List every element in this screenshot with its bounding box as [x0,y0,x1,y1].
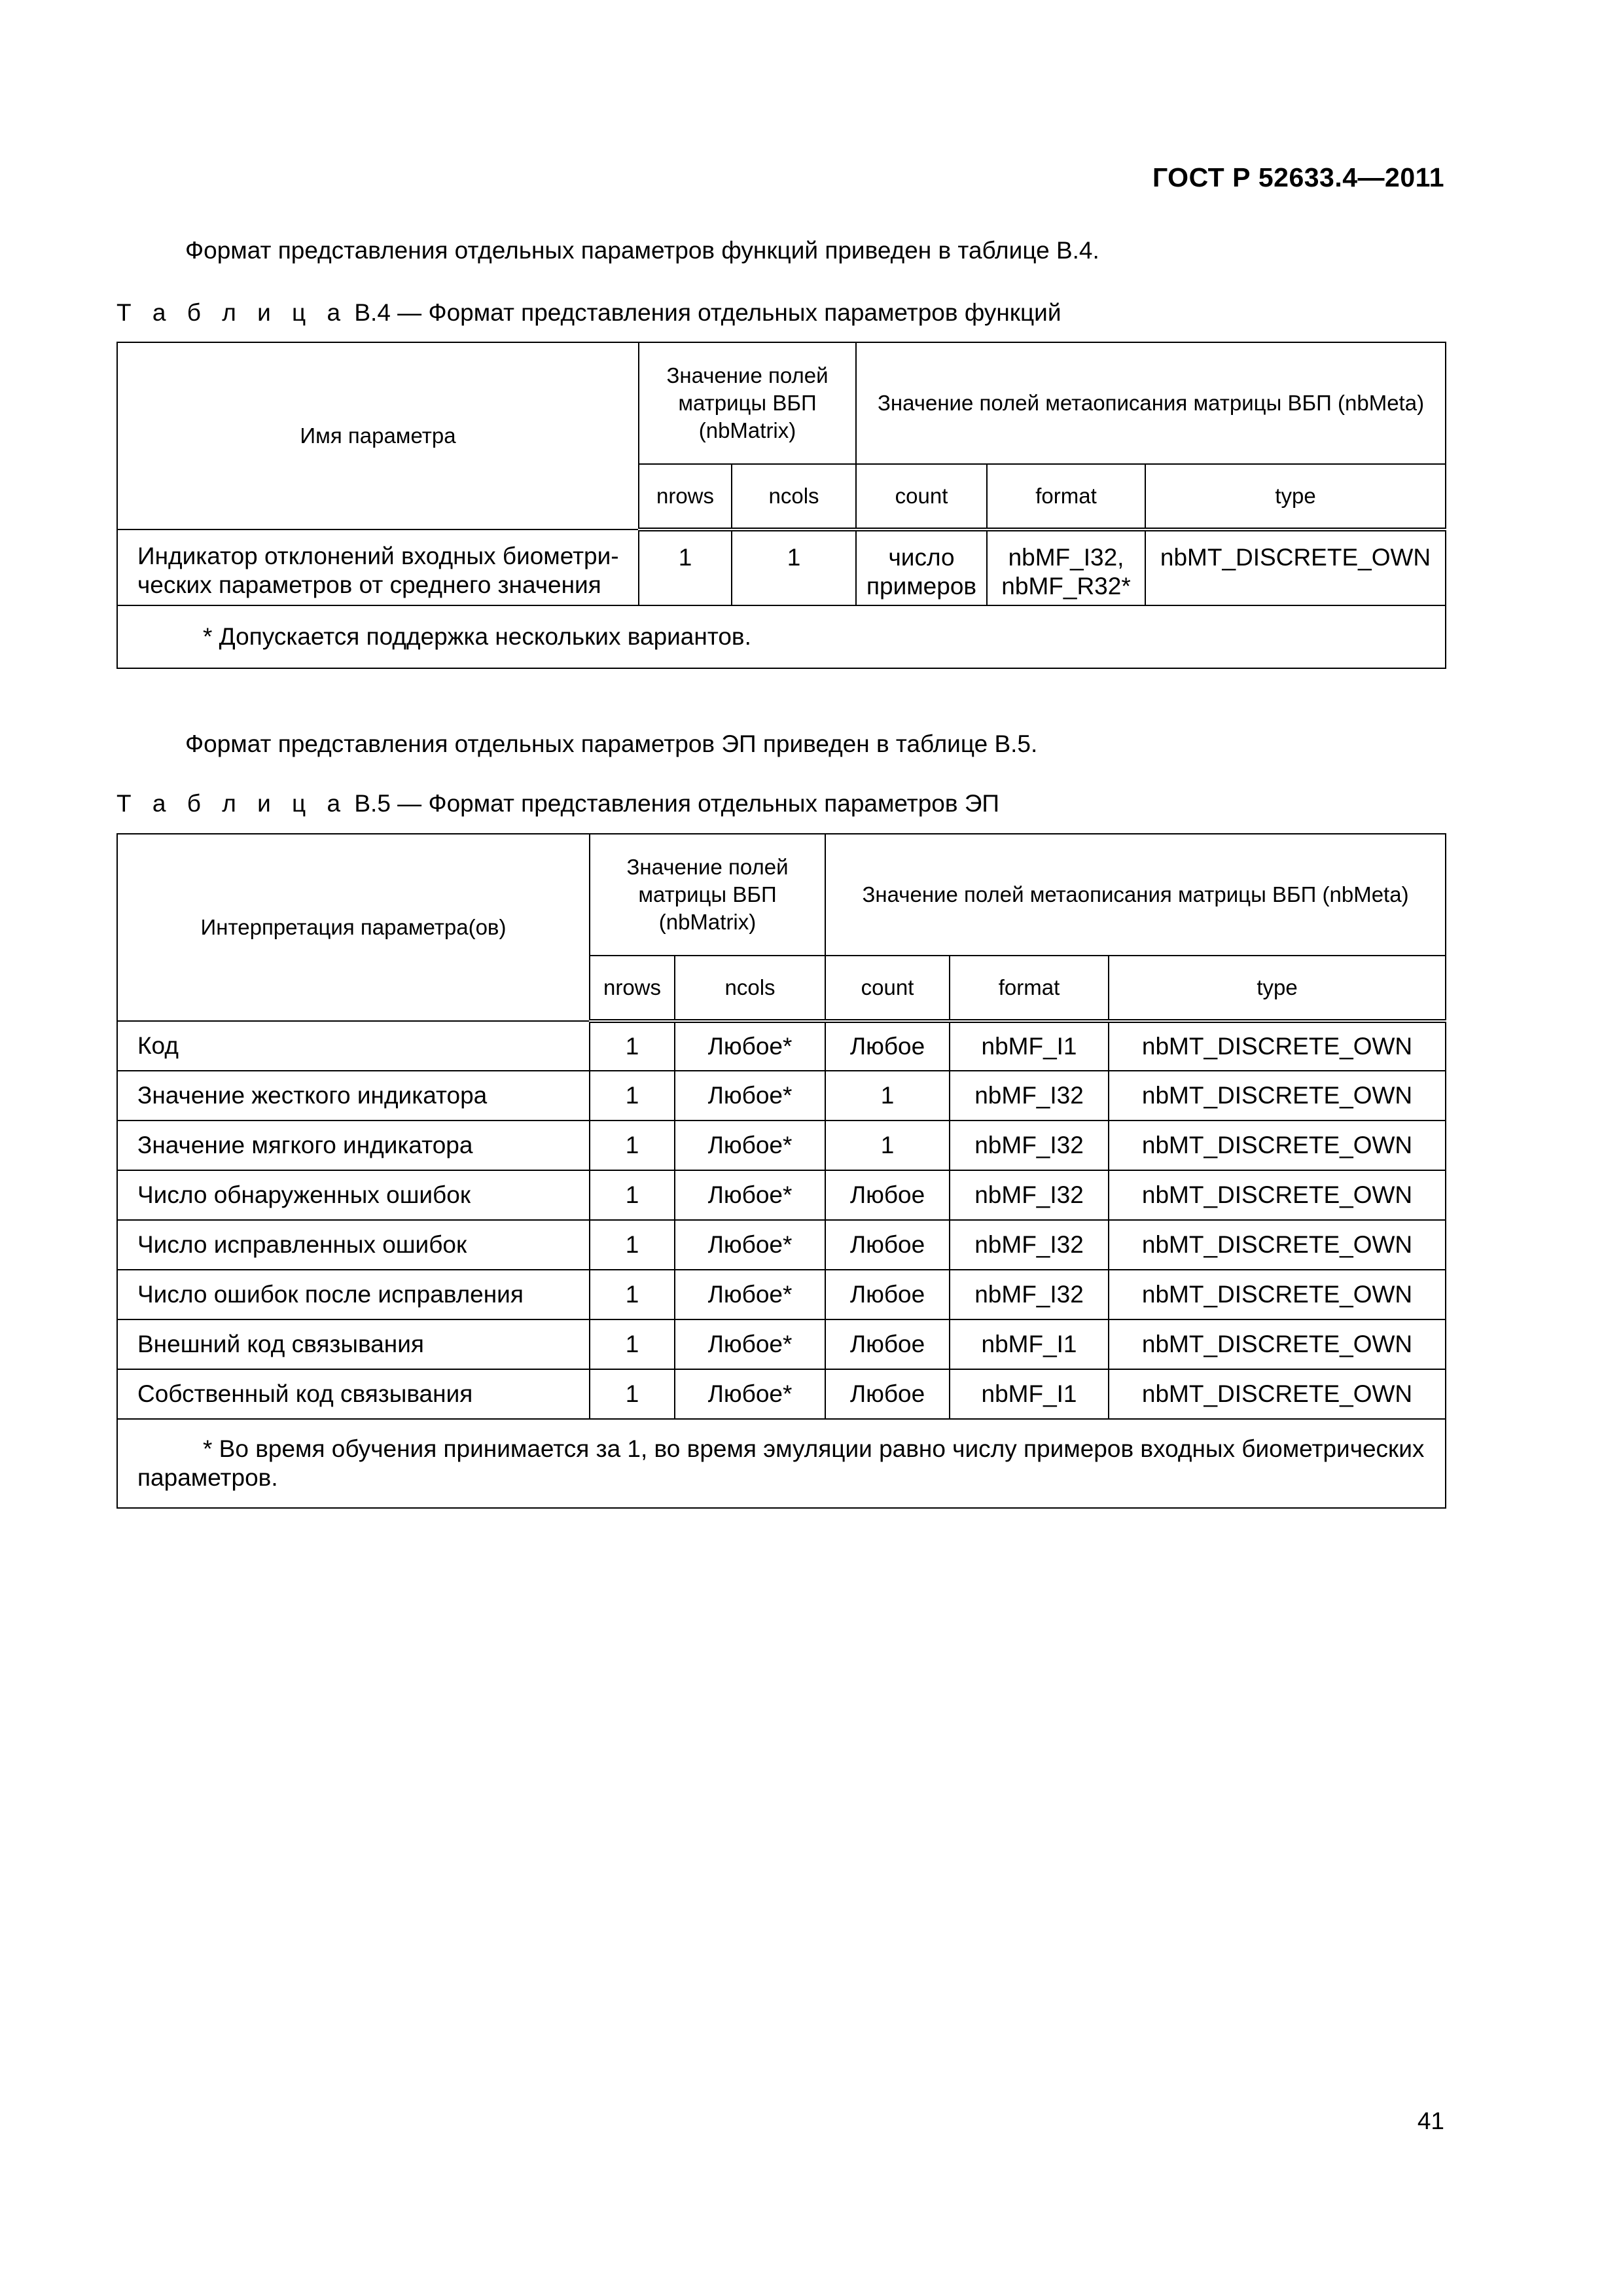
table4-header-ncols: ncols [732,464,856,529]
table4-footnote-text: * Допускается поддержка нескольких вариантов. [203,623,751,650]
table4-cell-name [117,529,639,605]
table5-cell-type: nbMT_DISCRETE_OWN [1109,1319,1446,1369]
table4-cell-format [987,529,1145,605]
table5-cell-name: Внешний код связывания [117,1319,590,1369]
table5-cell-format: nbMF_I1 [950,1319,1109,1369]
table4-cell-ncols: 1 [732,529,856,605]
table5-cell-format: nbMF_I32 [950,1170,1109,1220]
table5-cell-type: nbMT_DISCRETE_OWN [1109,1121,1446,1170]
table5-cell-count: Любое [825,1021,950,1071]
table5-header-ncols: ncols [675,956,825,1021]
table5-cell-nrows: 1 [590,1369,675,1419]
table5-cell-ncols: Любое* [675,1121,825,1170]
table5-cell-type: nbMT_DISCRETE_OWN [1109,1369,1446,1419]
table5-cell-name: Число обнаруженных ошибок [117,1170,590,1220]
table5-caption-text: В.5 — Формат представления отдельных параметров ЭП [354,790,1000,817]
table-row [117,1270,1446,1319]
table4-caption-label: Т а б л и ц а [116,299,348,326]
table5-cell-name: Код [117,1021,590,1071]
table5-cell-format: nbMF_I32 [950,1220,1109,1270]
table5-header-matrix-group: Значение полей матрицы ВБП (nbMatrix) [590,834,825,956]
table4-caption [116,299,1061,327]
table5-cell-ncols: Любое* [675,1021,825,1071]
table4-header-meta-group: Значение полей метаописания матрицы ВБП (nbMeta) [856,342,1446,464]
table5 [116,833,1446,1509]
table5-cell-nrows: 1 [590,1170,675,1220]
intro-paragraph-table4: Формат представления отдельных параметров функций приведен в таблице В.4. [185,237,1099,264]
table5-cell-count: Любое [825,1220,950,1270]
table5-cell-count: Любое [825,1319,950,1369]
table5-cell-name: Значение мягкого индикатора [117,1121,590,1170]
table4-cell-type: nbMT_DISCRETE_OWN [1145,529,1446,605]
table4-header-nrows: nrows [639,464,732,529]
table4-header-format: format [987,464,1145,529]
page-number: 41 [1417,2108,1444,2134]
table5-cell-format: nbMF_I32 [950,1270,1109,1319]
table4-caption-text: В.4 — Формат представления отдельных параметров функций [354,299,1061,326]
table4-header-matrix-group: Значение полей матрицы ВБП (nbMatrix) [639,342,856,464]
table4-cell-name-line1: Индикатор отклонений входных биометри- [137,543,619,569]
document-code: ГОСТ Р 52633.4—2011 [1152,162,1444,192]
table5-cell-ncols: Любое* [675,1270,825,1319]
table4-cell-format-line2: nbMF_R32* [1001,573,1131,600]
table5-cell-type: nbMT_DISCRETE_OWN [1109,1170,1446,1220]
table5-cell-format: nbMF_I1 [950,1369,1109,1419]
table5-cell-ncols: Любое* [675,1071,825,1121]
table4-header-name: Имя параметра [117,342,639,529]
table5-cell-ncols: Любое* [675,1220,825,1270]
table5-cell-type: nbMT_DISCRETE_OWN [1109,1071,1446,1121]
table5-cell-ncols: Любое* [675,1319,825,1369]
table5-cell-nrows: 1 [590,1220,675,1270]
table5-cell-nrows: 1 [590,1270,675,1319]
table4-cell-nrows: 1 [639,529,732,605]
table5-cell-nrows: 1 [590,1319,675,1369]
table5-footnote [117,1419,1446,1508]
table5-header-meta-group: Значение полей метаописания матрицы ВБП (nbMeta) [825,834,1446,956]
table5-cell-ncols: Любое* [675,1170,825,1220]
table5-cell-count: 1 [825,1121,950,1170]
table5-header-count: count [825,956,950,1021]
table-row [117,1121,1446,1170]
table5-cell-type: nbMT_DISCRETE_OWN [1109,1021,1446,1071]
table-row [117,1021,1446,1071]
table5-cell-nrows: 1 [590,1121,675,1170]
table5-cell-name: Собственный код связывания [117,1369,590,1419]
table4-cell-count [856,529,987,605]
table4 [116,342,1446,669]
table5-caption [116,790,999,817]
table5-cell-name: Значение жесткого индикатора [117,1071,590,1121]
table5-cell-count: Любое [825,1170,950,1220]
table-row [117,1369,1446,1419]
table5-header-type: type [1109,956,1446,1021]
table5-header-nrows: nrows [590,956,675,1021]
table4-header-type: type [1145,464,1446,529]
table5-cell-format: nbMF_I32 [950,1121,1109,1170]
table5-cell-name: Число исправленных ошибок [117,1220,590,1270]
table4-cell-name-line2: ческих параметров от среднего значения [137,571,601,598]
table5-cell-count: Любое [825,1270,950,1319]
table5-caption-label: Т а б л и ц а [116,790,348,817]
table5-footnote-text: * Во время обучения принимается за 1, во время эмуляции равно числу примеров входных биометрических параметров. [137,1435,1425,1491]
table5-cell-format: nbMF_I32 [950,1071,1109,1121]
table5-body [117,1021,1446,1419]
table5-cell-count: 1 [825,1071,950,1121]
table-row [117,1220,1446,1270]
table5-header-name: Интерпретация параметра(ов) [117,834,590,1021]
table4-footnote [117,605,1446,668]
table5-cell-format: nbMF_I1 [950,1021,1109,1071]
intro-paragraph-table5: Формат представления отдельных параметров ЭП приведен в таблице В.5. [185,730,1038,757]
table4-cell-format-line1: nbMF_I32, [1008,544,1124,571]
table-row [117,1319,1446,1369]
table5-cell-name: Число ошибок после исправления [117,1270,590,1319]
table-row [117,1170,1446,1220]
table5-cell-type: nbMT_DISCRETE_OWN [1109,1220,1446,1270]
table5-cell-nrows: 1 [590,1021,675,1071]
table-row [117,1071,1446,1121]
table4-cell-count-line1: число [888,544,955,571]
table5-cell-count: Любое [825,1369,950,1419]
table5-cell-type: nbMT_DISCRETE_OWN [1109,1270,1446,1319]
table4-cell-count-line2: примеров [866,573,977,600]
table5-header-format: format [950,956,1109,1021]
table4-header-count: count [856,464,987,529]
table5-cell-ncols: Любое* [675,1369,825,1419]
table-row [117,529,1446,605]
table5-cell-nrows: 1 [590,1071,675,1121]
